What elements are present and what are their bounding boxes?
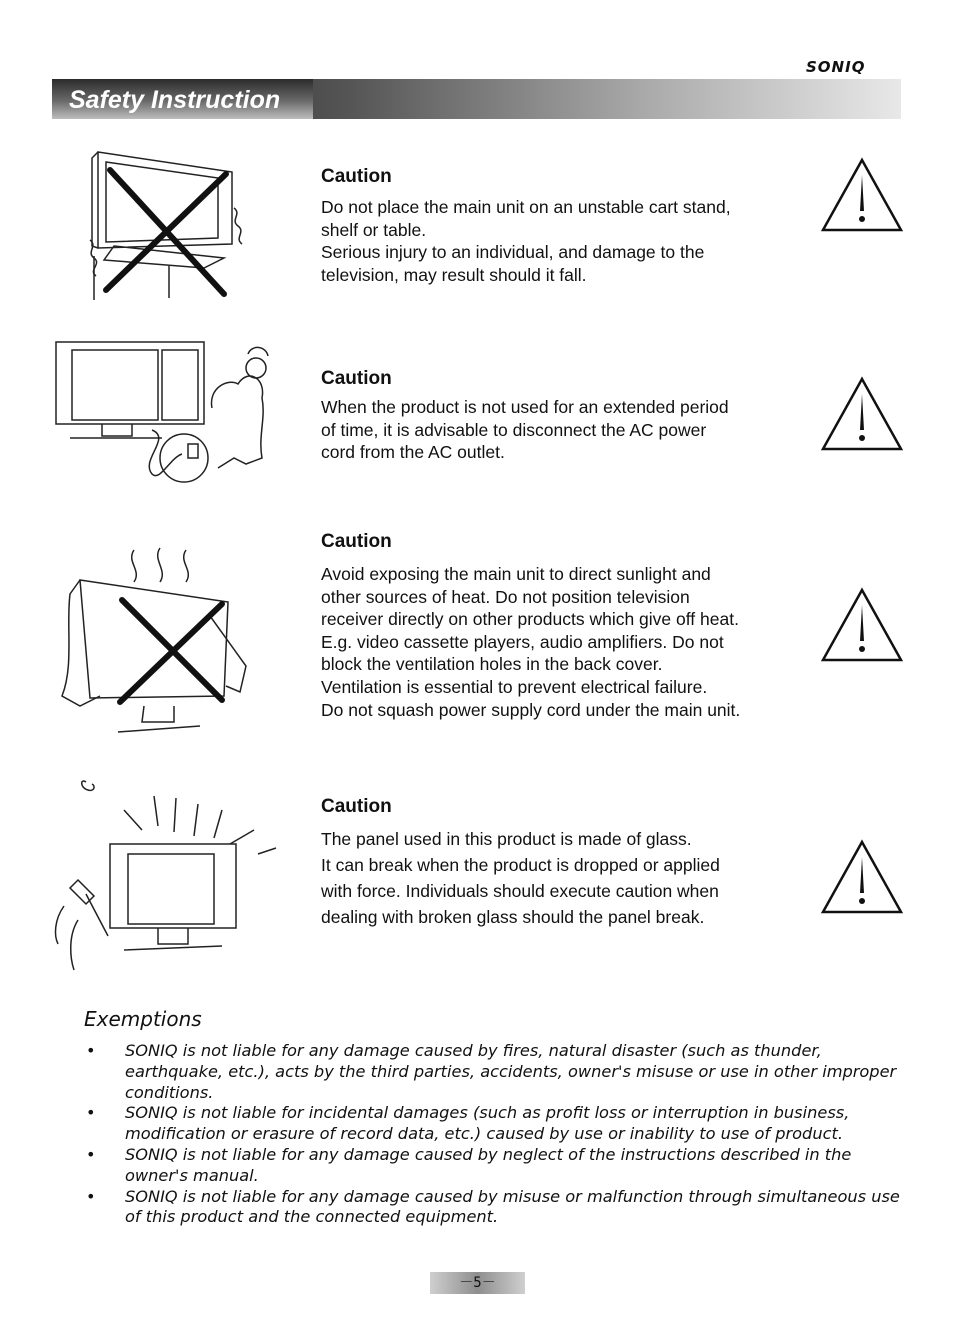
- warning-triangle-icon: [821, 376, 903, 452]
- caution-title: Caution: [321, 166, 392, 187]
- exemptions-list: [86, 1041, 906, 1228]
- unplug-power-illustration: [52, 338, 284, 488]
- page-number: －5－: [430, 1272, 525, 1294]
- caution-title: Caution: [321, 796, 392, 817]
- caution-text: Avoid exposing the main unit to direct sunlight and other sources of heat. Do not position television receiver directly on other products which give off heat. E.g. video cassette players, audio amplifiers. Do not block the ventilation holes in the back cover. Ventilation is essential to prevent electrical failure. Do not squash power supply cord under the main unit.: [321, 564, 741, 720]
- caution-text: Do not place the main unit on an unstable cart stand, shelf or table. Serious injury to an individual, and damage to the television, may result should it fall.: [321, 197, 731, 285]
- caution-title: Caution: [321, 531, 392, 552]
- list-item: • SONIQ is not liable for any damage caused by fires, natural disaster (such as thunder, earthquake, etc.), acts by the third parties, accidents, owner's misuse or use in other improper conditions.: [86, 1041, 897, 1102]
- glass-panel-hammer-illustration: [50, 774, 282, 974]
- brand-logo: SONIQ: [806, 58, 866, 76]
- caution-title: Caution: [321, 368, 392, 389]
- unstable-stand-illustration: [84, 148, 254, 306]
- warning-triangle-icon: [821, 839, 903, 915]
- caution-text: The panel used in this product is made of glass. It can break when the product is dropped or applied with force. Individuals should execute caution when dealing with broken glass should the panel break.: [321, 829, 720, 927]
- warning-triangle-icon: [821, 157, 903, 233]
- warning-triangle-icon: [821, 587, 903, 663]
- list-item: • SONIQ is not liable for incidental damages (such as profit loss or interruption in business, modification or erasure of record data, etc.) caused by use or inability to use of product.: [86, 1103, 850, 1144]
- list-item: • SONIQ is not liable for any damage caused by misuse or malfunction through simultaneous use of this product and the connected equipment.: [86, 1186, 900, 1227]
- exemptions-heading: Exemptions: [84, 1007, 202, 1031]
- heat-exposure-illustration: [60, 546, 256, 742]
- list-item: • SONIQ is not liable for any damage caused by neglect of the instructions described in the owner's manual.: [86, 1144, 852, 1185]
- page-title: Safety Instruction: [69, 86, 281, 114]
- caution-text: When the product is not used for an extended period of time, it is advisable to disconnect the AC power cord from the AC outlet.: [321, 397, 729, 463]
